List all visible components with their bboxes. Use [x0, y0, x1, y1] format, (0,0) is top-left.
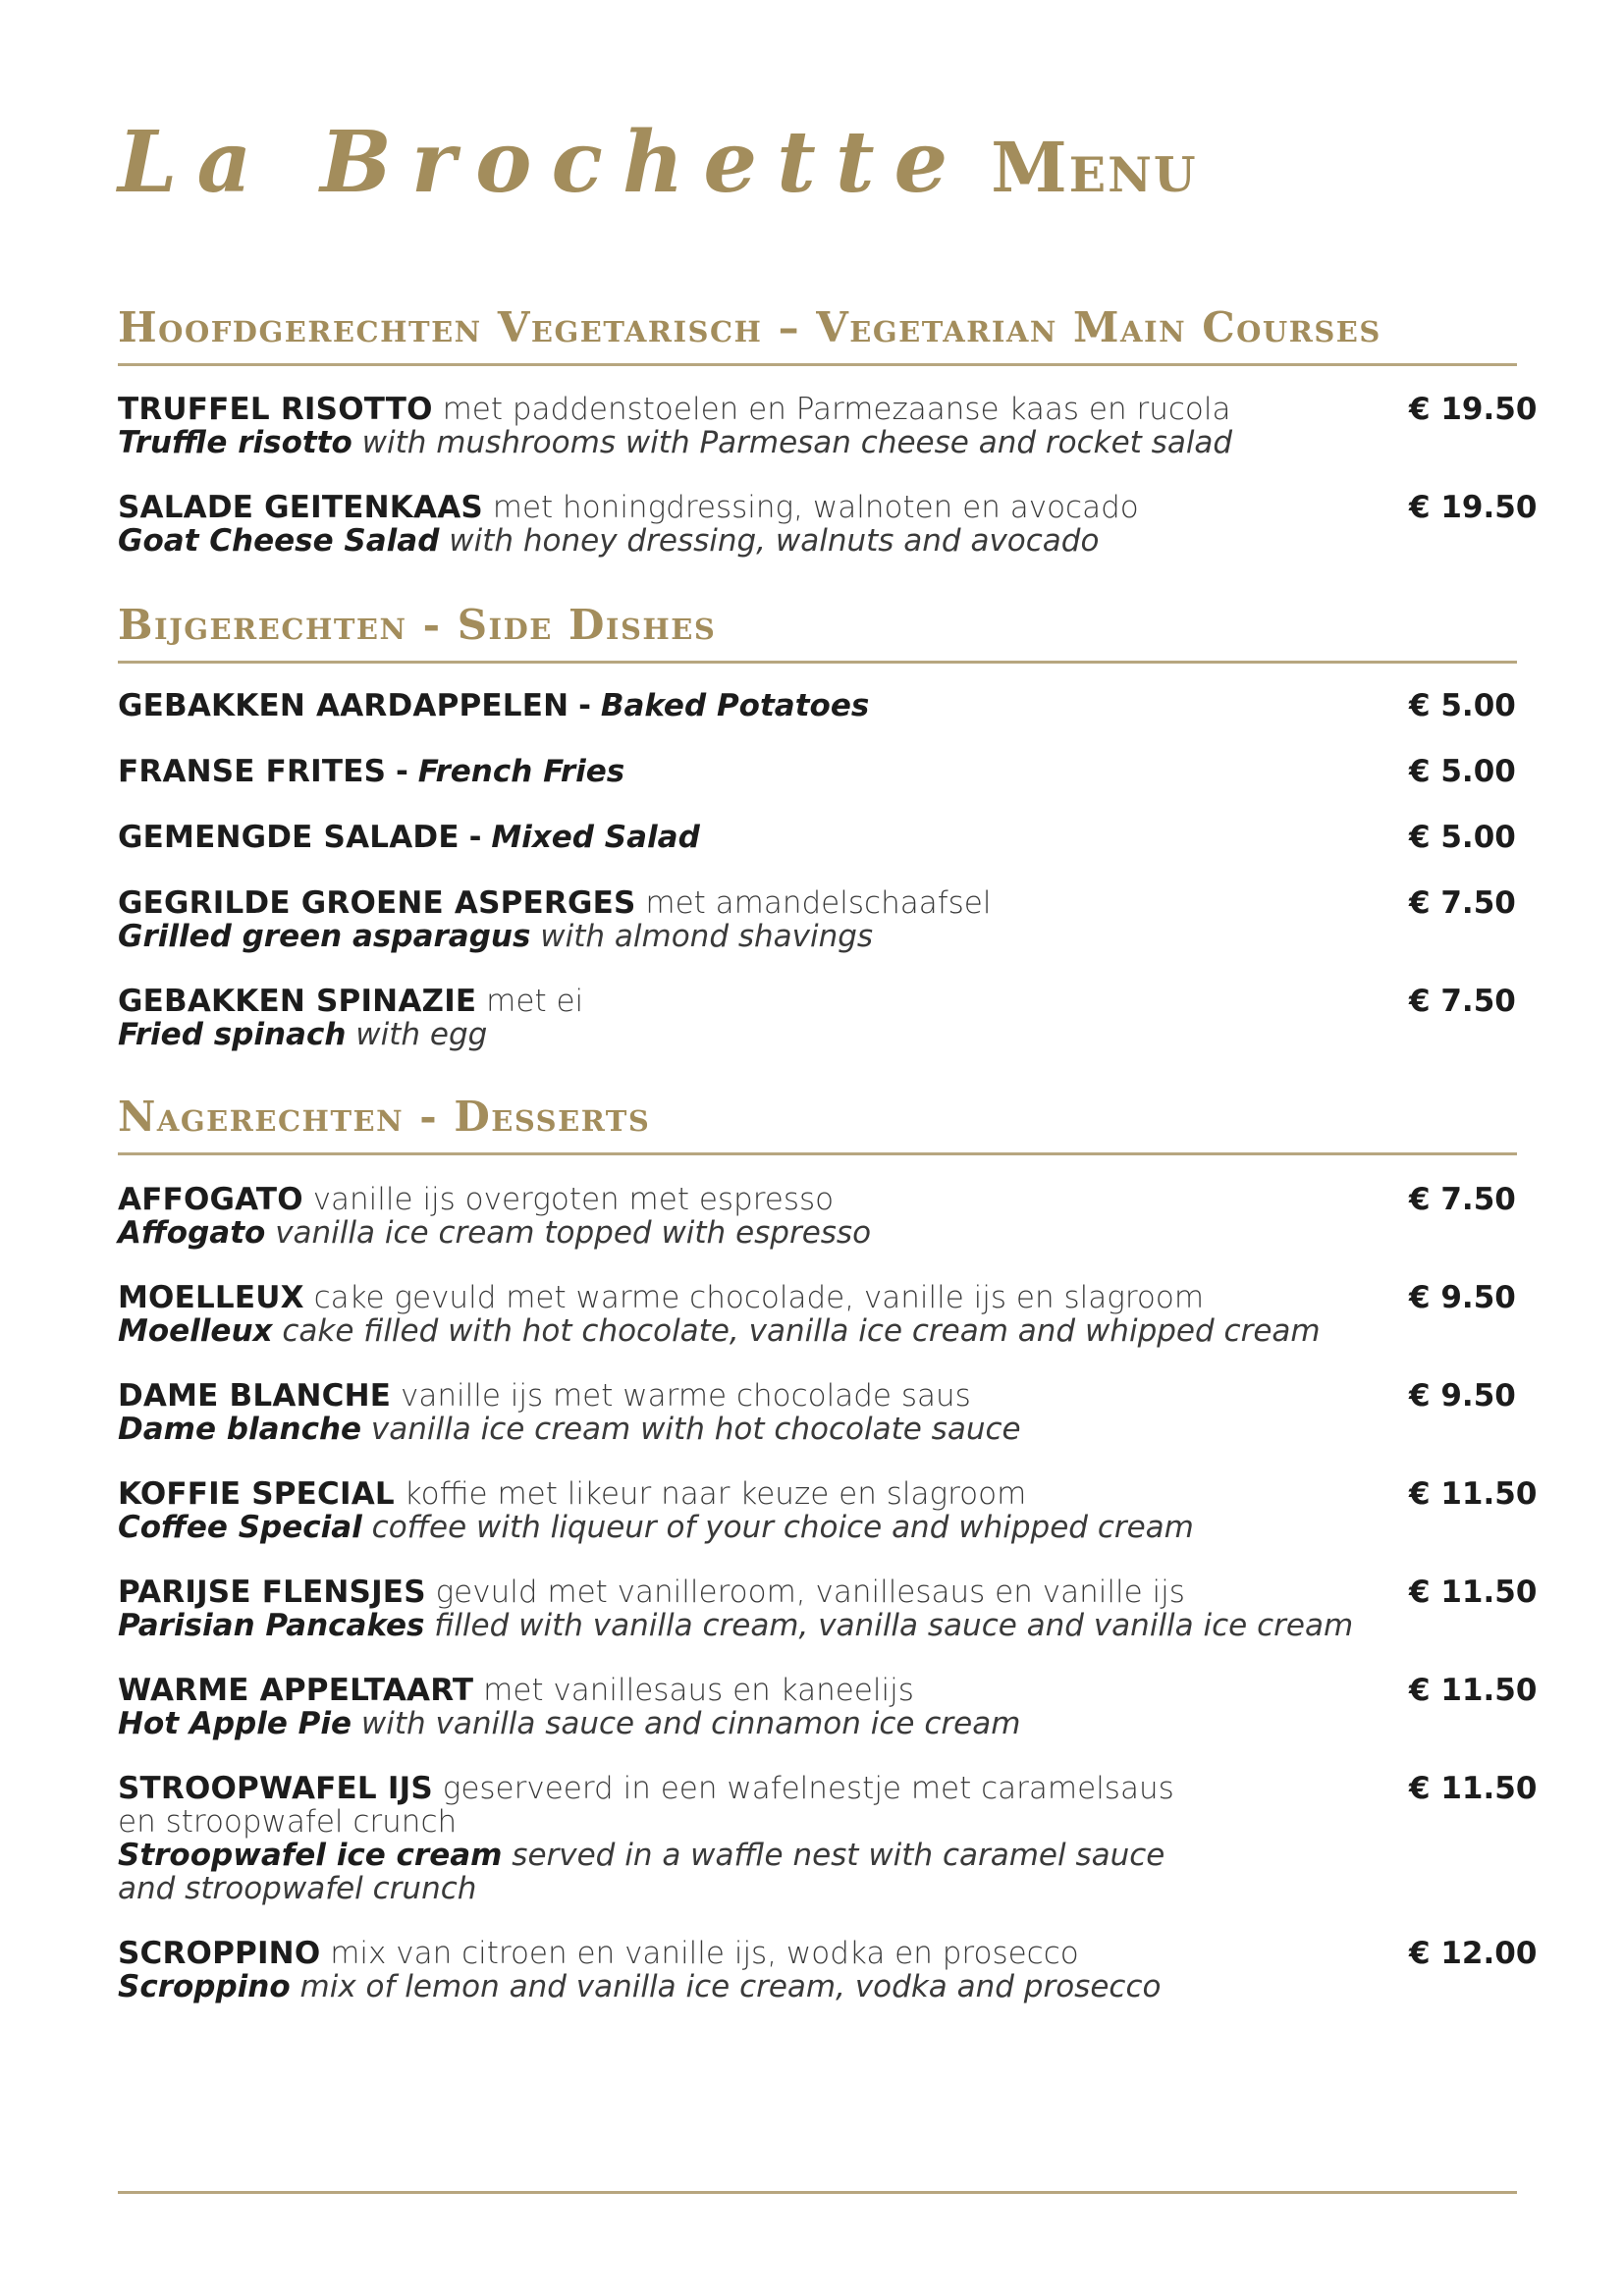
item-en-desc: with vanilla sauce and cinnamon ice cream [360, 1706, 1021, 1741]
item-price: € 11.50 [1409, 1771, 1538, 1806]
item-price: € 9.50 [1409, 1378, 1516, 1414]
item-desc: gevuld met vanilleroom, vanillesaus en vanille ijs [435, 1575, 1185, 1610]
section-divider [118, 363, 1517, 366]
item-price: € 12.00 [1409, 1936, 1538, 1971]
item-en-name: Fried spinach [118, 1017, 347, 1052]
item-name: SCROPPINO [118, 1936, 321, 1971]
item-en-name: Baked Potatoes [600, 688, 870, 723]
item-en-desc: filled with vanilla cream, vanilla sauce and vanilla ice cream [434, 1608, 1354, 1643]
item-en-desc-continued: and stroopwafel crunch [118, 1871, 477, 1906]
item-en-desc: mix of lemon and vanilla ice cream, vodka and prosecco [299, 1969, 1162, 2004]
item-en-name: Goat Cheese Salad [118, 523, 440, 559]
item-name: AFFOGATO [118, 1182, 303, 1217]
item-desc: met amandelschaafsel [645, 885, 992, 921]
item-en-name: Dame blanche [118, 1412, 362, 1447]
item-desc: met ei [486, 984, 584, 1019]
item-name: PARIJSE FLENSJES [118, 1575, 426, 1610]
item-name: STROOPWAFEL IJS [118, 1771, 433, 1806]
menu-item-gebakken-aardappelen [118, 689, 1517, 722]
item-en-name: Scroppino [118, 1969, 291, 2004]
item-name: FRANSE FRITES [118, 754, 387, 789]
menu-item-salade-geitenkaas [118, 490, 1538, 559]
item-separator: - [468, 820, 482, 855]
item-en-name: Mixed Salad [491, 820, 700, 855]
section-header-side-dishes [118, 600, 1517, 664]
item-price: € 7.50 [1409, 984, 1516, 1019]
item-price: € 7.50 [1409, 885, 1516, 921]
item-en-name: Affogato [118, 1215, 266, 1251]
item-price: € 11.50 [1409, 1476, 1538, 1512]
menu-word: Menu [991, 127, 1198, 208]
item-desc: vanille ijs overgoten met espresso [312, 1182, 835, 1217]
item-en-desc: with almond shavings [540, 919, 874, 954]
page-title [118, 113, 1198, 212]
restaurant-name: La Brochette [118, 113, 968, 212]
item-en-desc: vanilla ice cream topped with espresso [275, 1215, 872, 1251]
item-price: € 5.00 [1409, 820, 1516, 855]
item-en-name: Stroopwafel ice cream [118, 1838, 503, 1873]
item-en-name: Moelleux [118, 1313, 273, 1349]
section-header-main-courses [118, 302, 1517, 366]
item-desc: geserveerd in een wafelnestje met caramelsaus [442, 1771, 1174, 1806]
menu-item-dame-blanche [118, 1379, 1517, 1446]
item-desc: cake gevuld met warme chocolade, vanille ijs en slagroom [313, 1280, 1205, 1315]
item-desc: vanille ijs met warme chocolade saus [401, 1378, 971, 1414]
footer-divider [118, 2191, 1517, 2194]
item-name: SALADE GEITENKAAS [118, 490, 483, 525]
menu-item-franse-frites [118, 755, 1517, 788]
item-desc: met honingdressing, walnoten en avocado [492, 490, 1139, 525]
section-header-desserts [118, 1092, 1517, 1155]
item-desc: met vanillesaus en kaneelijs [483, 1673, 914, 1708]
item-en-desc: with honey dressing, walnuts and avocado [449, 523, 1100, 559]
section-divider [118, 1152, 1517, 1155]
item-en-name: Coffee Special [118, 1510, 362, 1545]
item-name: GEMENGDE SALADE [118, 820, 460, 855]
item-desc: met paddenstoelen en Parmezaanse kaas en rucola [442, 392, 1231, 427]
item-en-desc: served in a waffle nest with caramel sauce [512, 1838, 1165, 1873]
item-en-desc: vanilla ice cream with hot chocolate sauce [370, 1412, 1021, 1447]
item-name: DAME BLANCHE [118, 1378, 392, 1414]
menu-item-gemengde-salade [118, 821, 1517, 854]
menu-item-scroppino [118, 1936, 1538, 2004]
item-en-name: French Fries [417, 754, 625, 789]
item-price: € 11.50 [1409, 1575, 1538, 1610]
menu-item-gebakken-spinazie [118, 985, 1517, 1051]
item-separator: - [578, 688, 592, 723]
item-name: KOFFIE SPECIAL [118, 1476, 395, 1512]
item-price: € 7.50 [1409, 1182, 1516, 1217]
section-title: Bijgerechten - Side Dishes [118, 601, 717, 649]
item-price: € 11.50 [1409, 1673, 1538, 1708]
item-name: GEBAKKEN SPINAZIE [118, 984, 477, 1019]
item-name: MOELLEUX [118, 1280, 304, 1315]
menu-item-moelleux [118, 1281, 1517, 1348]
section-divider [118, 661, 1517, 664]
section-title: Nagerechten - Desserts [118, 1093, 651, 1141]
menu-item-koffie-special [118, 1476, 1538, 1545]
menu-item-affogato [118, 1183, 1517, 1250]
item-price: € 5.00 [1409, 688, 1516, 723]
item-en-name: Truffle risotto [118, 425, 352, 460]
item-en-desc: with mushrooms with Parmesan cheese and rocket salad [361, 425, 1233, 460]
menu-item-gegrilde-groene-asperges [118, 886, 1517, 953]
item-en-name: Parisian Pancakes [118, 1608, 425, 1643]
menu-item-warme-appeltaart [118, 1673, 1538, 1741]
item-desc: mix van citroen en vanille ijs, wodka en prosecco [330, 1936, 1079, 1971]
item-desc: koffie met likeur naar keuze en slagroom [404, 1476, 1027, 1512]
item-en-desc: coffee with liqueur of your choice and whipped cream [371, 1510, 1194, 1545]
menu-page [118, 0, 1538, 2296]
item-name: WARME APPELTAART [118, 1673, 474, 1708]
menu-item-parijse-flensjes [118, 1575, 1538, 1643]
item-name: GEGRILDE GROENE ASPERGES [118, 885, 636, 921]
item-en-desc: with egg [355, 1017, 488, 1052]
item-price: € 19.50 [1409, 392, 1538, 427]
item-desc-continued: en stroopwafel crunch [118, 1804, 458, 1840]
item-en-desc: cake filled with hot chocolate, vanilla ice cream and whipped cream [282, 1313, 1321, 1349]
menu-item-truffel-risotto [118, 392, 1538, 460]
section-title: Hoofdgerechten Vegetarisch – Vegetarian Main Courses [118, 303, 1381, 351]
menu-item-stroopwafel-ijs [118, 1771, 1538, 1906]
item-name: TRUFFEL RISOTTO [118, 392, 433, 427]
item-price: € 5.00 [1409, 754, 1516, 789]
item-separator: - [395, 754, 408, 789]
item-price: € 19.50 [1409, 490, 1538, 525]
item-en-name: Grilled green asparagus [118, 919, 531, 954]
item-name: GEBAKKEN AARDAPPELEN [118, 688, 569, 723]
item-price: € 9.50 [1409, 1280, 1516, 1315]
item-en-name: Hot Apple Pie [118, 1706, 352, 1741]
